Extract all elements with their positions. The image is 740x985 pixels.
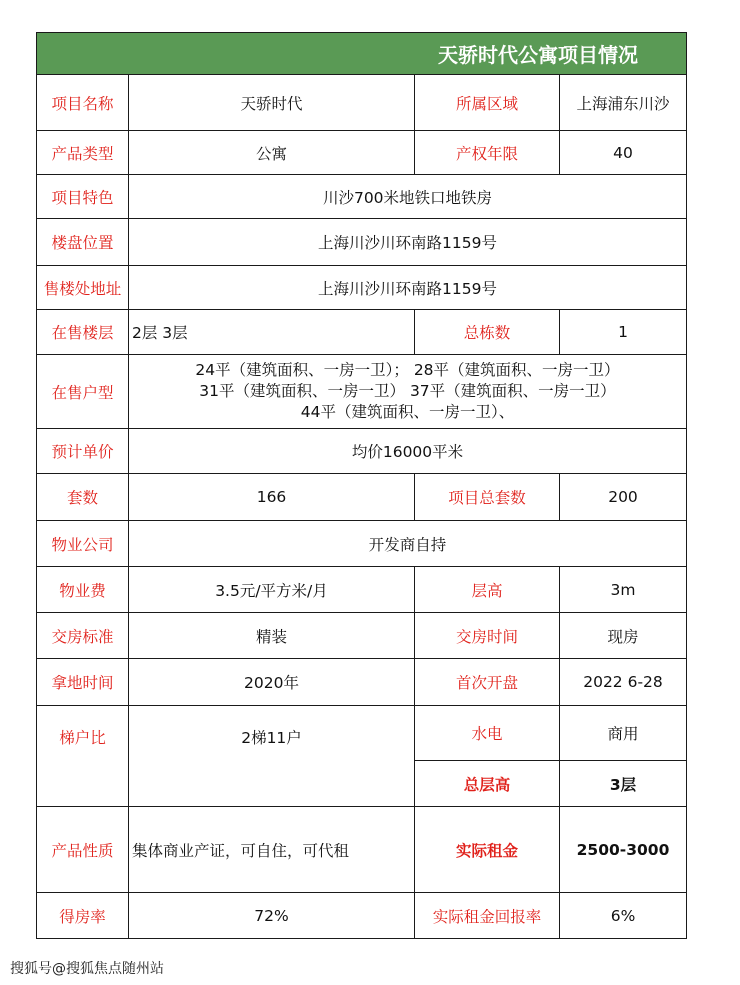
label-actual-rent: 实际租金: [415, 807, 560, 893]
value-building-count: 1: [560, 310, 687, 355]
project-info-table: [36, 32, 687, 939]
value-project-name: 天骄时代: [129, 75, 415, 131]
value-utilities: 商用: [560, 706, 687, 761]
value-unit-types: [129, 355, 687, 429]
label-property-company: 物业公司: [37, 521, 129, 567]
label-units: 套数: [37, 474, 129, 521]
table-row: [37, 219, 687, 266]
label-project-name: 项目名称: [37, 75, 129, 131]
table-row: [37, 474, 687, 521]
label-product-nature: 产品性质: [37, 807, 129, 893]
unit-types-line: 31平（建筑面积、一房一卫） 37平（建筑面积、一房一卫）: [199, 382, 616, 400]
value-units: 166: [129, 474, 415, 521]
value-rental-yield: 6%: [560, 893, 687, 939]
table-row: [37, 75, 687, 131]
value-property-term: 40: [560, 131, 687, 175]
label-first-opening: 首次开盘: [415, 659, 560, 706]
value-region: 上海浦东川沙: [560, 75, 687, 131]
value-sales-office: 上海川沙川环南路1159号: [129, 266, 687, 310]
value-actual-rent: 2500-3000: [560, 807, 687, 893]
label-location: 楼盘位置: [37, 219, 129, 266]
project-info-sheet: [36, 32, 686, 939]
table-row: [37, 175, 687, 219]
table-row: [37, 310, 687, 355]
label-unit-price: 预计单价: [37, 429, 129, 474]
label-building-count: 总栋数: [415, 310, 560, 355]
table-row: [37, 266, 687, 310]
label-efficiency-rate: 得房率: [37, 893, 129, 939]
table-row: [37, 706, 687, 761]
label-unit-types: 在售户型: [37, 355, 129, 429]
label-total-floors: 总层高: [415, 761, 560, 807]
value-floors-on-sale: 2层 3层: [129, 310, 415, 355]
label-land-acquired: 拿地时间: [37, 659, 129, 706]
value-elevator-ratio: 2梯11户: [129, 706, 415, 807]
table-row: [37, 807, 687, 893]
table-row: [37, 521, 687, 567]
table-row: [37, 131, 687, 175]
label-delivery-time: 交房时间: [415, 613, 560, 659]
value-property-company: 开发商自持: [129, 521, 687, 567]
watermark-caption: 搜狐号@搜狐焦点随州站: [10, 961, 164, 977]
label-property-term: 产权年限: [415, 131, 560, 175]
value-product-nature: 集体商业产证，可自住，可代租: [129, 807, 415, 893]
value-total-units: 200: [560, 474, 687, 521]
label-sales-office: 售楼处地址: [37, 266, 129, 310]
value-total-floors: 3层: [560, 761, 687, 807]
unit-types-line: 24平（建筑面积、一房一卫）； 28平（建筑面积、一房一卫）: [195, 361, 620, 379]
label-delivery-standard: 交房标准: [37, 613, 129, 659]
value-efficiency-rate: 72%: [129, 893, 415, 939]
table-row: [37, 613, 687, 659]
unit-types-line: 44平（建筑面积、一房一卫）、: [300, 403, 515, 421]
value-product-type: 公寓: [129, 131, 415, 175]
table-row: [37, 355, 687, 429]
value-unit-price: 均价16000平米: [129, 429, 687, 474]
value-floor-height: 3m: [560, 567, 687, 613]
table-title: 天骄时代公寓项目情况: [37, 33, 687, 75]
value-property-fee: 3.5元/平方米/月: [129, 567, 415, 613]
value-first-opening: 2022 6-28: [560, 659, 687, 706]
label-region: 所属区域: [415, 75, 560, 131]
table-row: [37, 429, 687, 474]
label-floors-on-sale: 在售楼层: [37, 310, 129, 355]
label-elevator-ratio: 梯户比: [37, 706, 129, 807]
table-row: [37, 659, 687, 706]
table-row: [37, 567, 687, 613]
value-delivery-time: 现房: [560, 613, 687, 659]
table-row: [37, 893, 687, 939]
label-total-units: 项目总套数: [415, 474, 560, 521]
value-delivery-standard: 精装: [129, 613, 415, 659]
label-floor-height: 层高: [415, 567, 560, 613]
label-property-fee: 物业费: [37, 567, 129, 613]
value-features: 川沙700米地铁口地铁房: [129, 175, 687, 219]
label-rental-yield: 实际租金回报率: [415, 893, 560, 939]
label-product-type: 产品类型: [37, 131, 129, 175]
value-land-acquired: 2020年: [129, 659, 415, 706]
label-utilities: 水电: [415, 706, 560, 761]
value-location: 上海川沙川环南路1159号: [129, 219, 687, 266]
title-row: [37, 33, 687, 75]
label-features: 项目特色: [37, 175, 129, 219]
